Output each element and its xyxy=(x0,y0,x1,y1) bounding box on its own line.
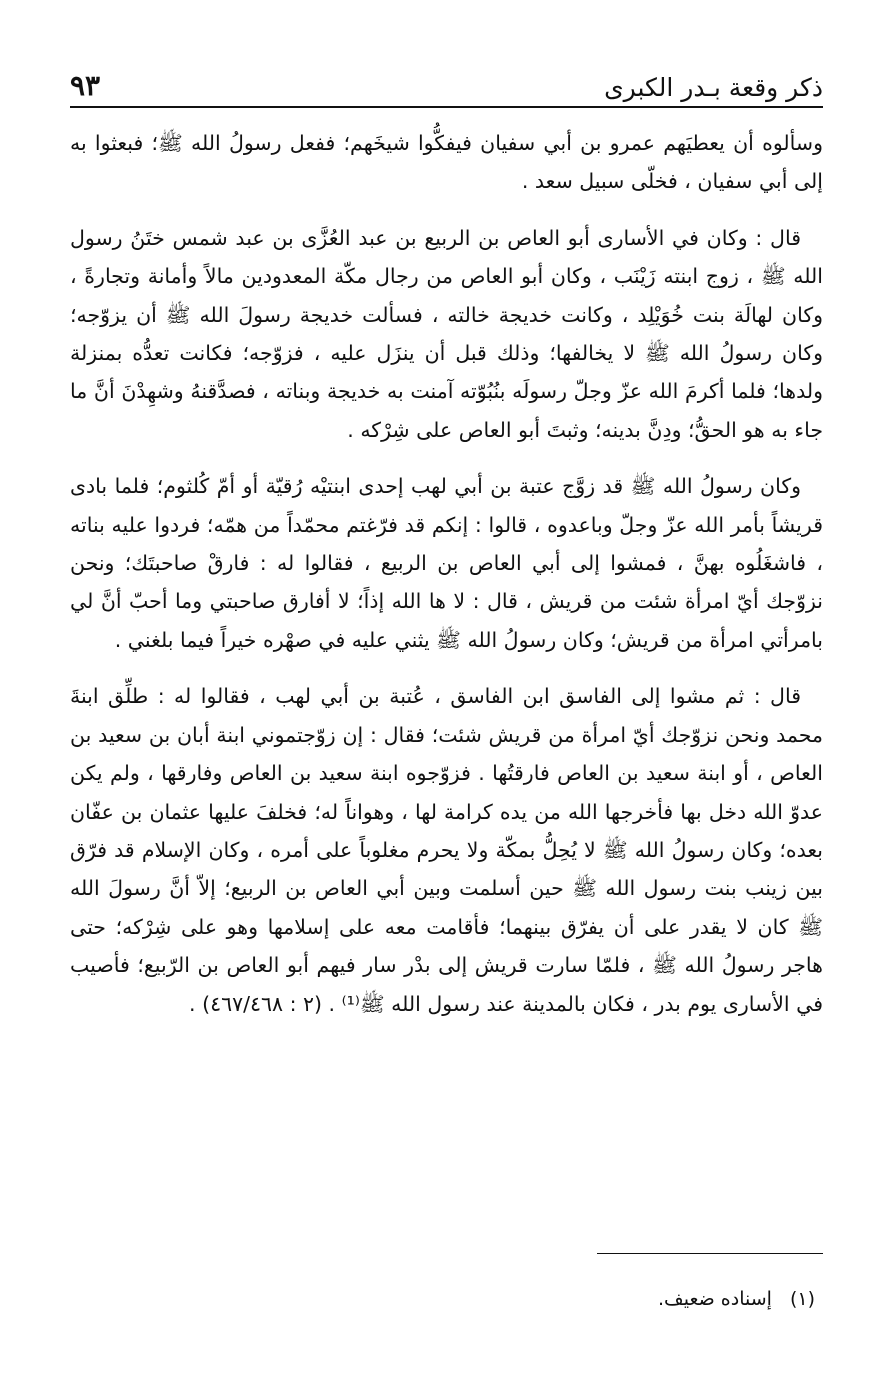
paragraph: وكان رسولُ الله ﷺ قد زوَّج عتبة بن أبي لهب إحدى ابنتيْه رُقيّة أو أمّ كُلثوم؛ فلما بادى قريشاً بأمر الله عزّ وجلّ وباعدوه ، قالوا : إنكم قد فرّغتم محمّداً من همّه؛ فردوا عليه بناته ، فاشغَلُوه بهنَّ ، فمشوا إلى أبي العاص بن الربيع ، فقالوا له : فارقْ صاحبتَك؛ ونحن نزوّجك أيّ امرأة شئت من قريش ، قال : لا ها الله إذاً؛ لا أفارق صاحبتي وما أحبّ أنَّ لي بامرأتي امرأة من قريش؛ وكان رسولُ الله ﷺ يثني عليه في صهْره خيراً فيما بلغني . xyxy=(70,474,823,652)
footnote-divider xyxy=(597,1253,823,1254)
running-title: ذكر وقعة بـدر الكبرى xyxy=(604,73,823,102)
main-text xyxy=(70,124,823,1041)
footnote xyxy=(658,1288,815,1310)
paragraph: قال : ثم مشوا إلى الفاسق ابن الفاسق ، عُتبة بن أبي لهب ، فقالوا له : طلِّق ابنةَ محمد ونحن نزوّجك أيّ امرأة من قريش شئت؛ فقال : إن زوّجتموني ابنة أبان بن سعيد بن العاص ، أو ابنة سعيد بن العاص فارقتُها . فزوّجوه ابنة سعيد بن العاص وفارقها ، ولم يكن عدوّ الله دخل بها فأخرجها الله من يده كرامة لها ، وهواناً له؛ فخلفَ عليها عثمان بن عفّان بعده؛ وكان رسولُ الله ﷺ لا يُحِلُّ بمكّة ولا يحرم مغلوباً على أمره ، وكان الإسلام قد فرّق بين زينب بنت رسول الله ﷺ حين أسلمت وبين أبي العاص بن الربيع؛ إلاّ أنَّ رسولَ الله ﷺ كان لا يقدر على أن يفرّق بينهما؛ فأقامت معه على إسلامها وهو على شِرْكه؛ حتى هاجر رسولُ الله ﷺ ، فلمّا سارت قريش إلى بدْر سار فيهم أبو العاص بن الرّبيع؛ فأصيب في الأسارى يوم بدر ، فكان بالمدينة عند رسول الله ﷺ⁽¹⁾ . (٢ : ٤٦٧/٤٦٨) . xyxy=(70,684,823,1016)
page-number: ٩٣ xyxy=(70,69,101,102)
footnote-marker: (١) xyxy=(789,1288,815,1310)
paragraph: قال : وكان في الأسارى أبو العاص بن الربيع بن عبد العُزَّى بن عبد شمس ختَنُ رسول الله ﷺ ، زوج ابنته زَيْنَب ، وكان أبو العاص من رجال مكّة المعدودين مالاً وأمانة وتجارةً ، وكان لهالَة بنت خُوَيْلِد ، وكانت خديجة خالته ، فسألت خديجة رسولَ الله ﷺ أن يزوّجه؛ وكان رسولُ الله ﷺ لا يخالفها؛ وذلك قبل أن ينزَل عليه ، فزوّجه؛ فكانت تعدُّه بمنزلة ولدها؛ فلما أكرمَ الله عزّ وجلّ رسولَه بنُبُوّته آمنت به خديجة وبناته ، فصدَّقنهُ وشهِدْنَ أنَّ ما جاء به هو الحقُّ؛ ودِنَّ بدينه؛ وثبتَ أبو العاص على شِرْكه . xyxy=(70,225,823,442)
footnote-text: إسناده ضعيف. xyxy=(658,1288,772,1310)
paragraph: وسألوه أن يعطيَهم عمرو بن أبي سفيان فيفكُّوا شيخَهم؛ ففعل رسولُ الله ﷺ؛ فبعثوا به إلى أبي سفيان ، فخلّى سبيل سعد . xyxy=(70,131,823,194)
page-header xyxy=(70,52,823,108)
